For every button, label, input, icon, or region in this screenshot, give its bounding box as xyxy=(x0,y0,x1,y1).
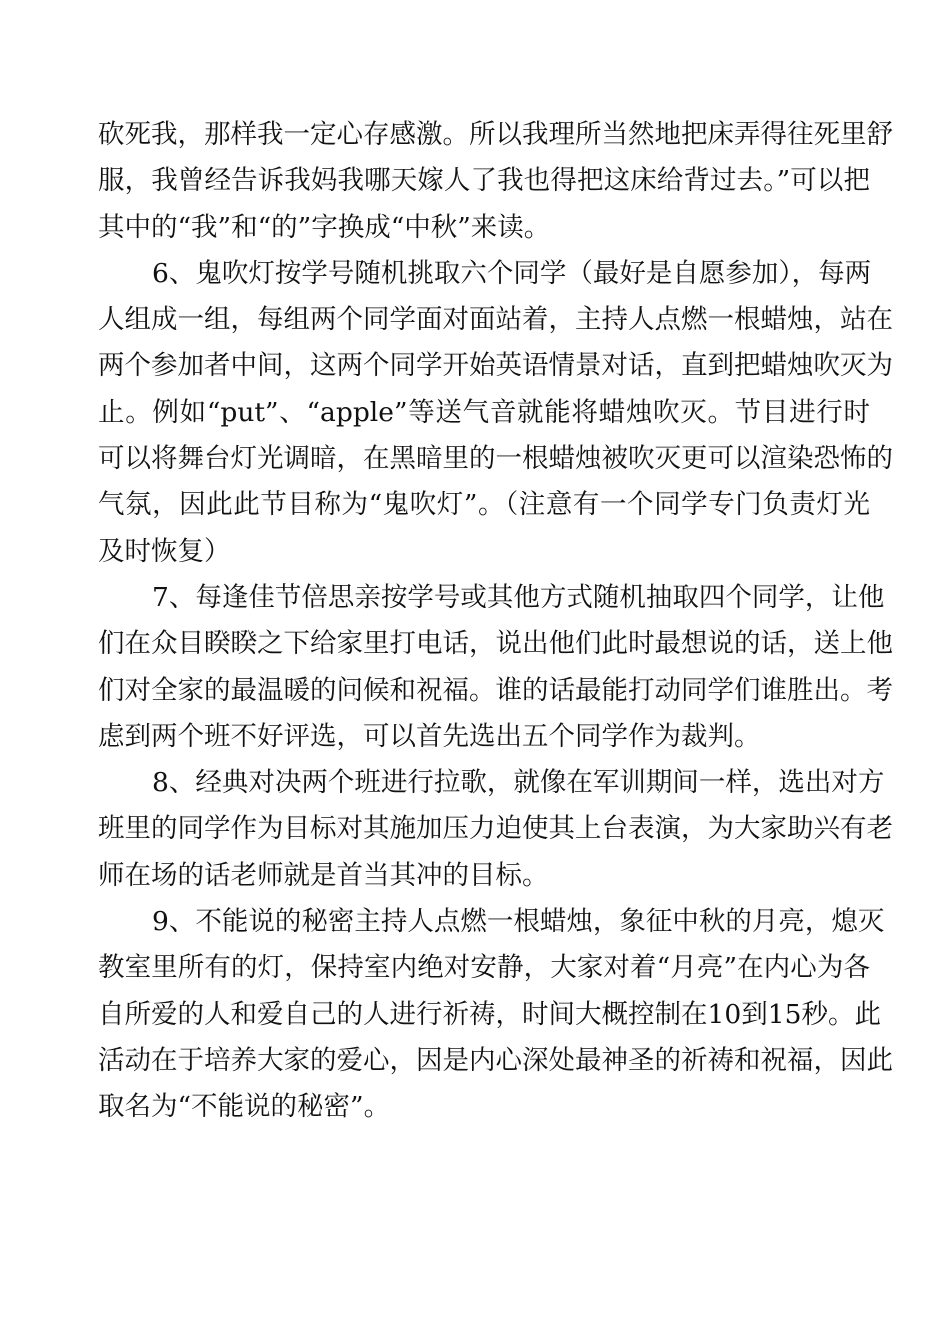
text-line: 8、经典对决两个班进行拉歌，就像在军训期间一样，选出对方 xyxy=(152,767,885,799)
paragraph-6 xyxy=(98,251,893,575)
text-line: 们在众目睽睽之下给家里打电话，说出他们此时最想说的话，送上他 xyxy=(98,628,893,660)
text-line: 6、鬼吹灯按学号随机挑取六个同学（最好是自愿参加），每两 xyxy=(152,257,872,289)
document-page xyxy=(98,112,893,1131)
text-line: 两个参加者中间，这两个同学开始英语情景对话，直到把蜡烛吹灭为 xyxy=(98,350,893,382)
text-line: 可以将舞台灯光调暗，在黑暗里的一根蜡烛被吹灭更可以渲染恐怖的 xyxy=(98,443,893,475)
text-line: 及时恢复） xyxy=(98,535,231,567)
text-line: 取名为“不能说的秘密”。 xyxy=(98,1091,391,1123)
paragraph-9 xyxy=(98,899,893,1130)
text-line: 班里的同学作为目标对其施加压力迫使其上台表演，为大家助兴有老 xyxy=(98,813,893,845)
paragraph-5-continued xyxy=(98,112,893,251)
text-line: 人组成一组，每组两个同学面对面站着，主持人点燃一根蜡烛，站在 xyxy=(98,304,893,336)
text-line: 其中的“我”和“的”字换成“中秋”来读。 xyxy=(98,211,551,243)
text-line: 自所爱的人和爱自己的人进行祈祷，时间大概控制在10到15秒。此 xyxy=(98,998,881,1030)
text-line: 止。例如“put”、“apple”等送气音就能将蜡烛吹灭。节目进行时 xyxy=(98,396,870,428)
text-line: 教室里所有的灯，保持室内绝对安静，大家对着“月亮”在内心为各 xyxy=(98,952,870,984)
text-line: 师在场的话老师就是首当其冲的目标。 xyxy=(98,859,549,891)
text-line: 砍死我，那样我一定心存感激。所以我理所当然地把床弄得往死里舒 xyxy=(98,119,893,150)
text-line: 7、每逢佳节倍思亲按学号或其他方式随机抽取四个同学，让他 xyxy=(152,581,885,613)
text-line: 气氛，因此此节目称为“鬼吹灯”。（注意有一个同学专门负责灯光 xyxy=(98,489,870,521)
paragraph-8 xyxy=(98,760,893,899)
text-line: 活动在于培养大家的爱心，因是内心深处最神圣的祈祷和祝福，因此 xyxy=(98,1044,893,1076)
text-line: 虑到两个班不好评选，可以首先选出五个同学作为裁判。 xyxy=(98,720,761,752)
text-line: 们对全家的最温暖的问候和祝福。谁的话最能打动同学们谁胜出。考 xyxy=(98,674,893,706)
paragraph-7 xyxy=(98,575,893,760)
text-line: 服，我曾经告诉我妈我哪天嫁人了我也得把这床给背过去。”可以把 xyxy=(98,165,870,197)
text-line: 9、不能说的秘密主持人点燃一根蜡烛，象征中秋的月亮，熄灭 xyxy=(152,906,885,938)
